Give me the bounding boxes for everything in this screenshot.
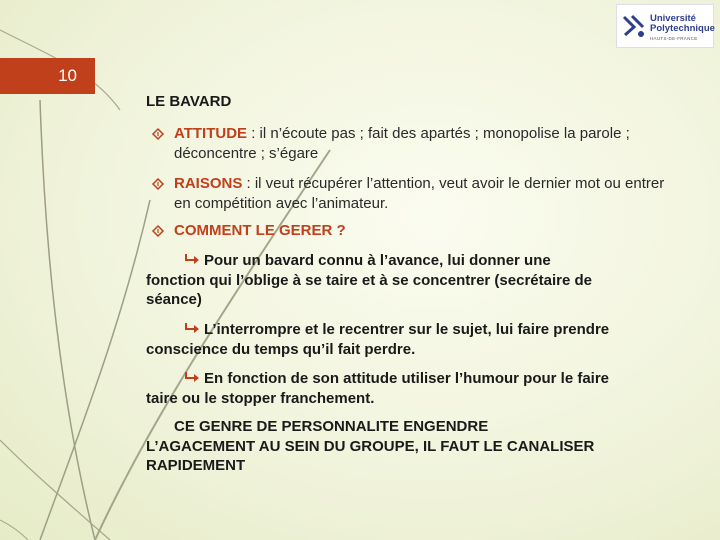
bullet-attitude	[150, 124, 680, 164]
paragraph-3: En fonction de son attitude utiliser l’humour pour le faire taire ou le stopper franchement.	[146, 370, 610, 407]
paragraph-1: Pour un bavard connu à l’avance, lui donner une fonction qui l’oblige à se taire et à se concentrer (secrétaire de séance)	[146, 252, 592, 308]
bullet-keyword: ATTITUDE	[174, 125, 248, 142]
logo-subtext: HAUTS-DE-FRANCE	[650, 36, 698, 41]
diamond-bullet-icon	[150, 124, 166, 144]
slide-title: LE BAVARD	[146, 93, 232, 110]
curved-arrow-icon	[184, 370, 201, 384]
bullet-text: : il veut récupérer l’attention, veut avoir le dernier mot ou entrer en compétition avec l’animateur.	[174, 175, 665, 212]
slide-number: 10	[58, 66, 77, 85]
diamond-bullet-icon	[150, 174, 166, 194]
bullet-keyword: RAISONS	[174, 175, 243, 192]
bullet-keyword: COMMENT LE GERER ?	[174, 222, 346, 239]
curved-arrow-icon	[184, 321, 201, 335]
slide-number-badge	[0, 58, 95, 94]
conclusion: CE GENRE DE PERSONNALITE ENGENDRE L’AGACEMENT AU SEIN DU GROUPE, IL FAUT LE CANALISER RAPIDEMENT	[146, 418, 595, 474]
university-logo	[616, 4, 714, 48]
bullet-comment	[150, 221, 680, 241]
bullet-text: : il n’écoute pas ; fait des apartés ; monopolise la parole ; déconcentre ; s’égare	[174, 125, 630, 162]
curved-arrow-icon	[184, 252, 201, 266]
bullet-raisons	[150, 174, 680, 214]
logo-text: Université Polytechnique	[650, 13, 715, 34]
logo-mark-icon	[621, 13, 647, 39]
paragraph-2: L’interrompre et le recentrer sur le sujet, lui faire prendre conscience du temps qu’il fait perdre.	[146, 321, 610, 358]
diamond-bullet-icon	[150, 221, 166, 241]
